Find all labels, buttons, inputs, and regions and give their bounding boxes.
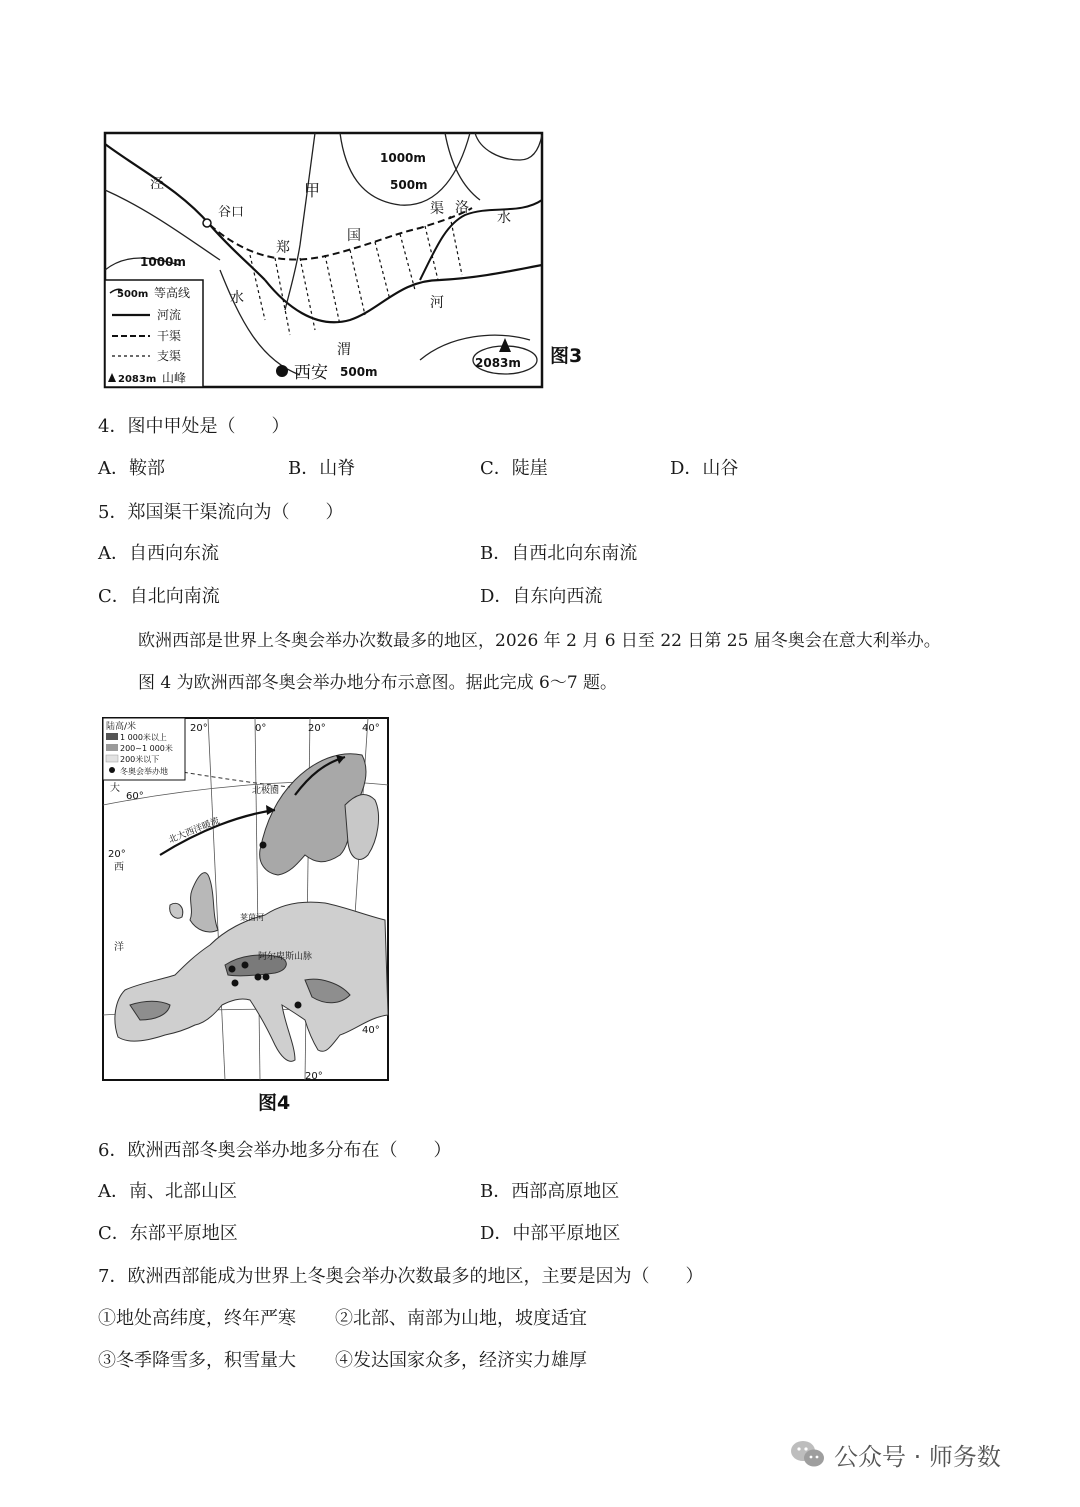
- label-current: 北大西洋暖流: [167, 816, 222, 846]
- question-5-option-a: A．自西向东流: [98, 543, 219, 564]
- label-jing: 泾: [150, 176, 164, 192]
- label-arctic: 北极圈: [252, 786, 280, 796]
- legend-4-mid: 200~1 000米: [120, 744, 173, 753]
- question-6-option-a: A．南、北部山区: [98, 1181, 237, 1202]
- legend-4-low: 200米以下: [120, 755, 160, 764]
- label-luo: 洛: [455, 200, 469, 216]
- question-4-option-d: D．山谷: [670, 458, 739, 479]
- label-zheng: 郑: [276, 240, 290, 256]
- legend-peak-value: 2083m: [118, 374, 157, 385]
- question-5-option-d: D．自东向西流: [480, 586, 603, 607]
- lon-e20: 20°: [308, 723, 326, 734]
- label-gukou: 谷口: [218, 205, 245, 220]
- legend-main-canal: 干渠: [157, 329, 182, 343]
- question-7-item-2: ②北部、南部为山地，坡度适宜: [335, 1308, 587, 1329]
- question-5-option-c: C．自北向南流: [98, 586, 220, 607]
- lon-e20-bottom: 20°: [305, 1071, 323, 1082]
- lon-w20: 20°: [190, 723, 208, 734]
- label-jia: 甲: [304, 181, 321, 200]
- legend-branch-canal: 支渠: [157, 349, 182, 363]
- intro-line-1: 欧洲西部是世界上冬奥会举办次数最多的地区，2026 年 2 月 6 日至 22 日第 25 届冬奥会在意大利举办。: [138, 631, 941, 651]
- wechat-watermark: [790, 1434, 1001, 1474]
- label-xian: 西安: [294, 363, 328, 383]
- lat-40: 40°: [362, 1025, 380, 1036]
- lon-0: 0°: [255, 723, 267, 734]
- legend-4-venue: 冬奥会举办地: [120, 767, 168, 776]
- question-5-option-b: B．自西北向东南流: [480, 543, 638, 564]
- intro-line-2: 图 4 为欧洲西部冬奥会举办地分布示意图。据此完成 6～7 题。: [138, 673, 618, 693]
- label-guo: 国: [347, 228, 361, 244]
- legend-river: 河流: [157, 308, 182, 322]
- label-1000m-top: 1000m: [380, 151, 426, 165]
- legend-peak: 山峰: [162, 371, 187, 385]
- figure-3-caption: 图3: [550, 345, 583, 367]
- lat-60: 60°: [126, 791, 144, 802]
- watermark-text: 公众号 · 师务数: [834, 1442, 1001, 1471]
- legend-4-title: 陆高/米: [106, 722, 137, 732]
- label-da: 大: [110, 783, 120, 794]
- question-4-option-b: B．山脊: [288, 458, 356, 479]
- label-qu: 渠: [430, 201, 444, 217]
- label-he: 河: [430, 295, 444, 311]
- lat-20-west: 20°: [108, 849, 126, 860]
- question-6-stem: 6．欧洲西部冬奥会举办地多分布在（ ）: [98, 1140, 452, 1161]
- question-7-item-3: ③冬季降雪多，积雪量大: [98, 1350, 296, 1371]
- question-4-stem: 4．图中甲处是（ ）: [98, 416, 290, 437]
- question-4-option-a: A．鞍部: [98, 458, 165, 479]
- question-6-option-b: B．西部高原地区: [480, 1181, 620, 1202]
- question-7-item-4: ④发达国家众多，经济实力雄厚: [335, 1350, 587, 1371]
- legend-contour: 等高线: [154, 286, 191, 300]
- question-6-option-d: D．中部平原地区: [480, 1223, 621, 1244]
- question-7-item-1: ①地处高纬度，终年严寒: [98, 1308, 296, 1329]
- label-500m-bottom: 500m: [340, 365, 378, 379]
- label-1000m-left: 1000m: [140, 255, 186, 269]
- label-peak-value: 2083m: [475, 356, 521, 370]
- label-yang: 洋: [114, 942, 124, 953]
- label-shui-left: 水: [230, 290, 244, 306]
- label-rhine: 莱茵河: [240, 913, 264, 922]
- legend-contour-value: 500m: [117, 289, 149, 300]
- legend-4-high: 1 000米以上: [120, 733, 167, 742]
- figure-3-map: [100, 130, 600, 392]
- label-wei: 渭: [337, 342, 351, 358]
- label-shui-right: 水: [497, 210, 511, 226]
- question-4-option-c: C．陡崖: [480, 458, 548, 479]
- question-6-option-c: C．东部平原地区: [98, 1223, 238, 1244]
- wechat-icon: [790, 1439, 826, 1469]
- label-500m-top: 500m: [390, 178, 428, 192]
- figure-4-caption: 图4: [258, 1092, 291, 1114]
- figure-4-map: [100, 715, 395, 1120]
- question-5-stem: 5．郑国渠干渠流向为（ ）: [98, 502, 344, 523]
- label-alps: 阿尔卑斯山脉: [258, 952, 313, 962]
- lon-e40: 40°: [362, 723, 380, 734]
- question-7-stem: 7．欧洲西部能成为世界上冬奥会举办次数最多的地区，主要是因为（ ）: [98, 1266, 704, 1287]
- label-xi: 西: [114, 862, 124, 873]
